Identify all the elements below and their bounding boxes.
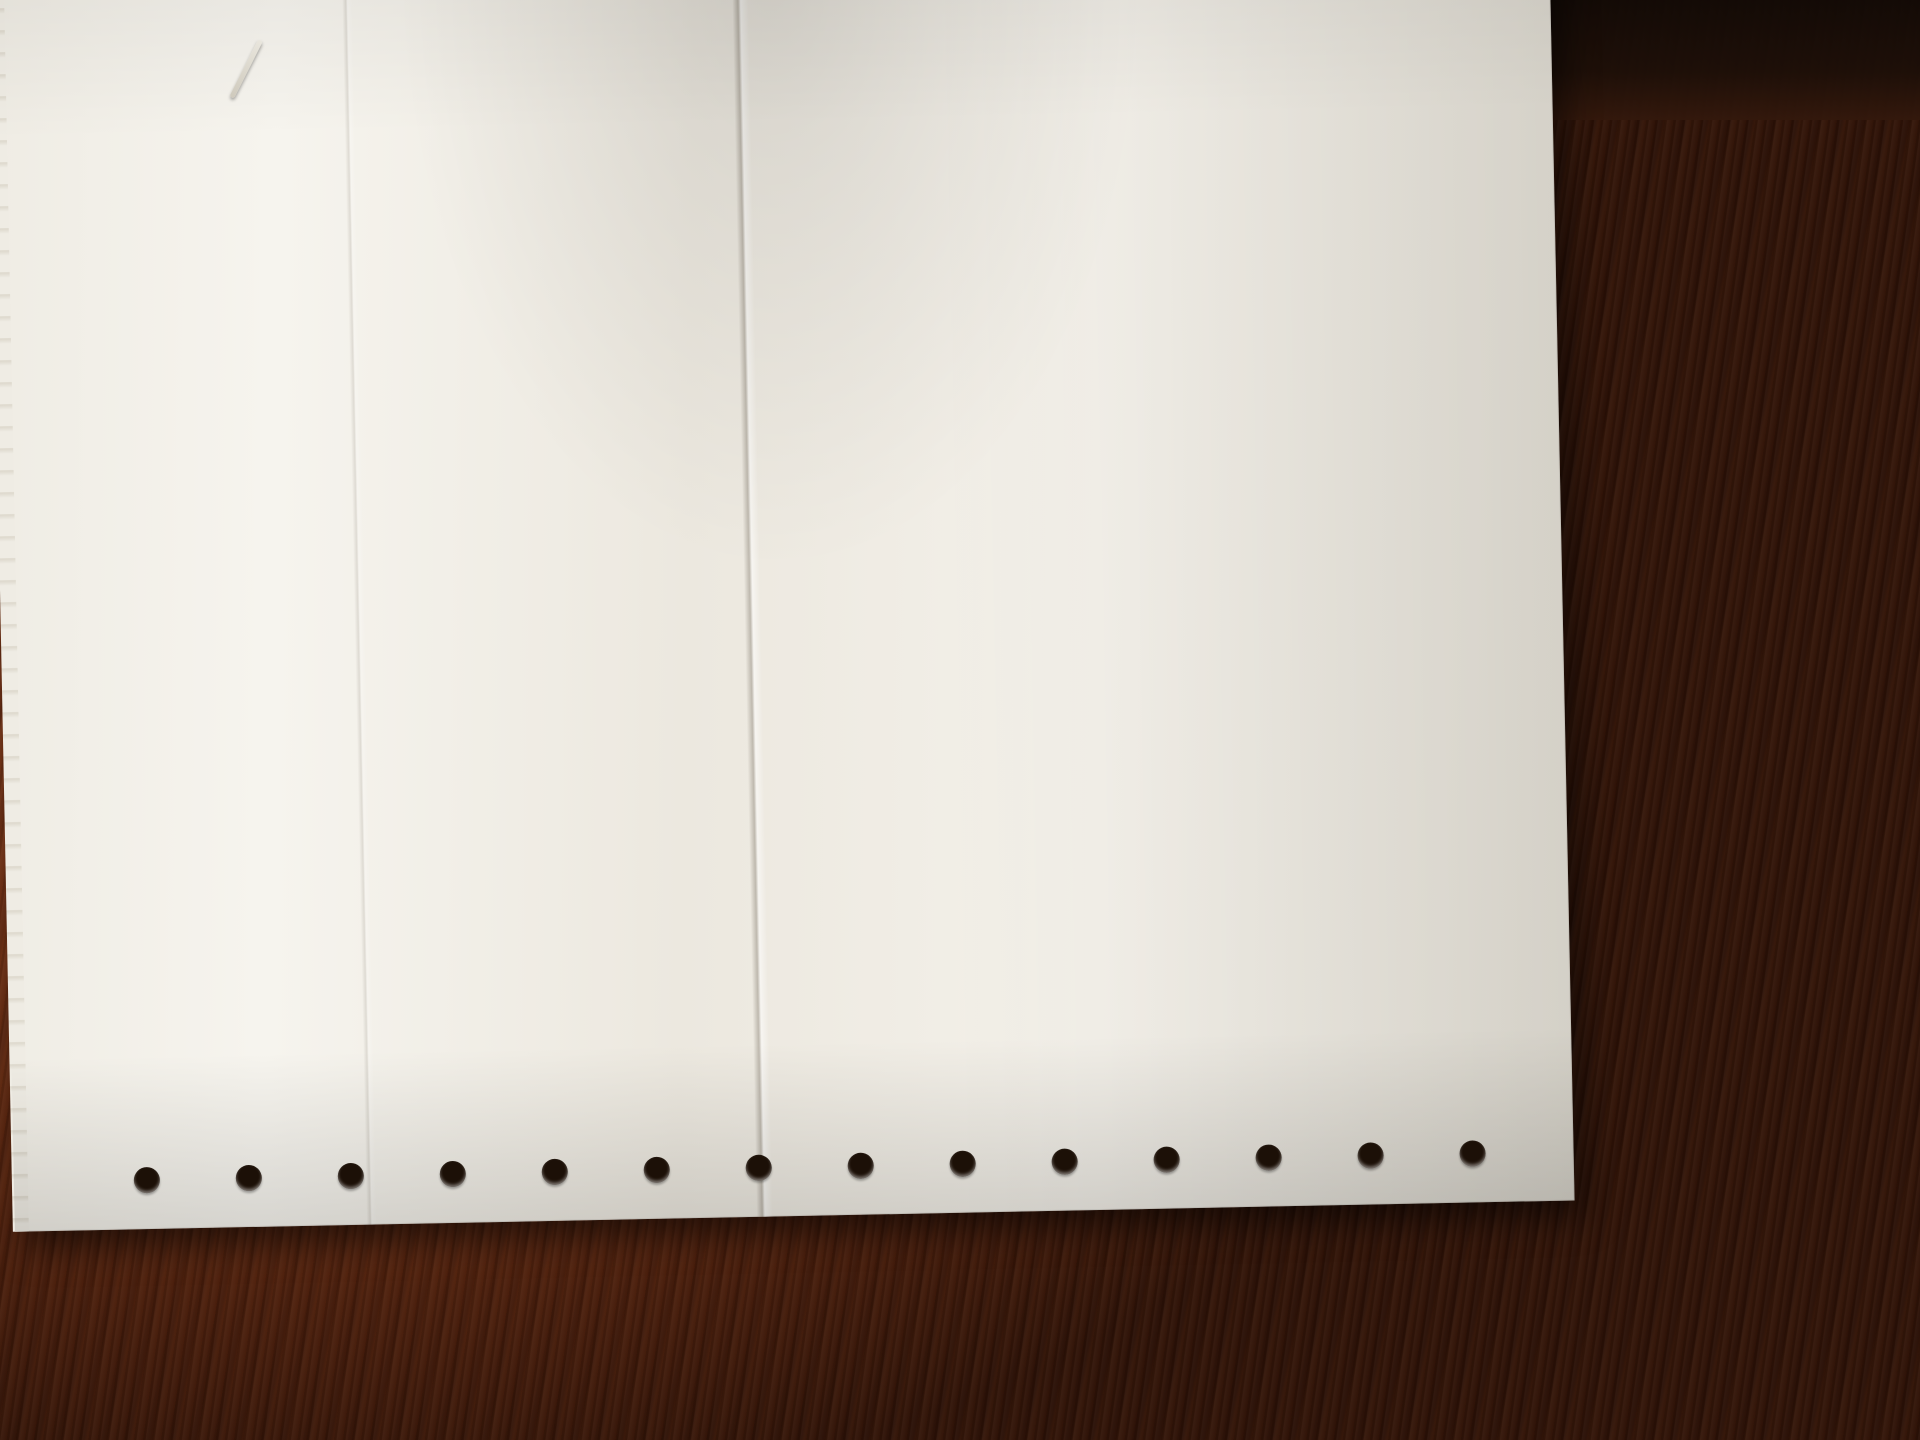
pen [229,39,262,98]
company-stamp [889,0,987,5]
paper-fold-crease-secondary [342,0,377,1225]
paper-fold-crease [732,0,773,1217]
paper-torn-edge [0,0,29,1232]
invoice-lower [769,0,1451,16]
tractor-feed-strip [13,1110,1574,1231]
